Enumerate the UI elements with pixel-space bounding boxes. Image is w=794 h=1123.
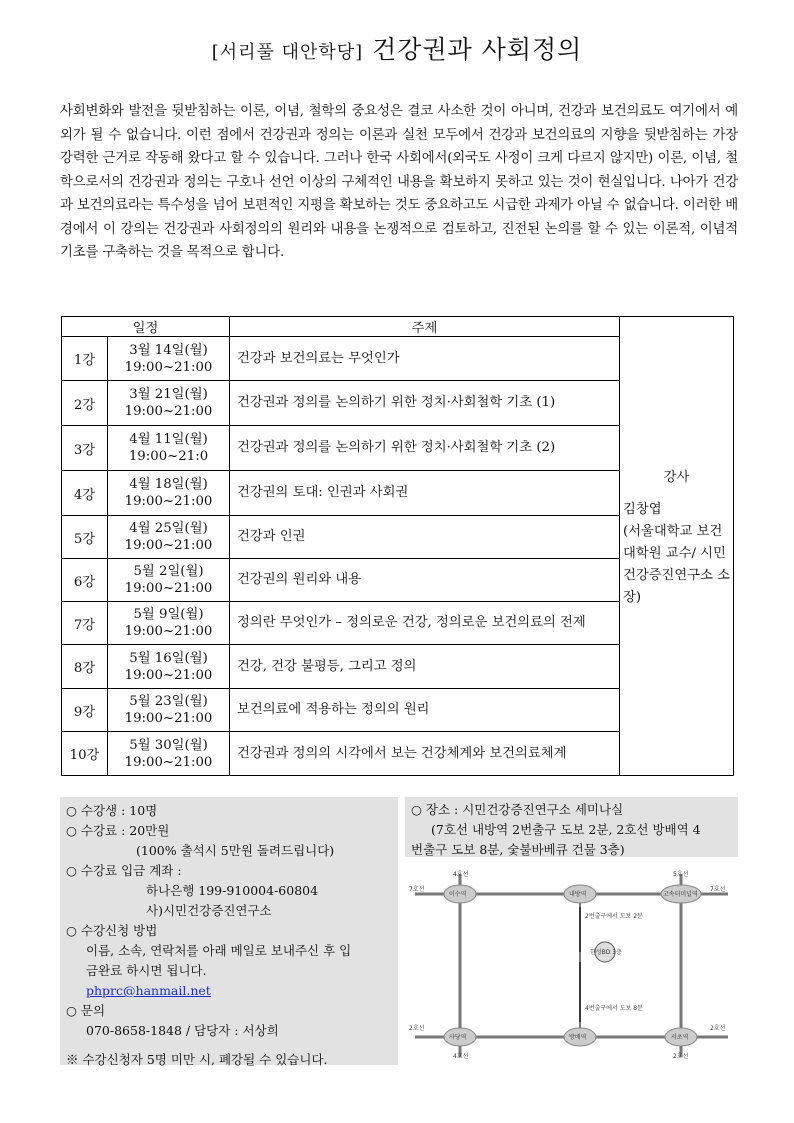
instructor-name: 김창엽 bbox=[623, 502, 662, 517]
date-text: 5월 16일(월) bbox=[129, 650, 208, 666]
date-text: 5월 30일(월) bbox=[129, 737, 208, 753]
time-text: 19:00~21:00 bbox=[124, 624, 213, 639]
map-note-bottom: 4번출구에서 도보 8분 bbox=[585, 1005, 643, 1012]
apply-label: ○ 수강신청 방법 bbox=[66, 923, 158, 938]
lecture-topic: 건강권과 정의를 논의하기 위한 정치·사회철학 기초 (2) bbox=[230, 426, 620, 471]
fee-text: ○ 수강료 : 20만원 bbox=[66, 823, 170, 838]
lecture-topic: 건강권과 정의를 논의하기 위한 정치·사회철학 기초 (1) bbox=[230, 381, 620, 426]
instructor-cell bbox=[620, 317, 734, 776]
map-label: 방배역 bbox=[569, 1034, 587, 1041]
refund-text: (100% 출석시 5만원 돌려드립니다) bbox=[136, 843, 335, 858]
lecture-topic: 건강권의 원리와 내용 bbox=[230, 559, 620, 602]
intro-paragraph: 사회변화와 발전을 뒷받침하는 이론, 이념, 철학의 중요성은 결코 사소한 것이 아니며, 건강과 보건의료도 여기에서 예외가 될 수 없습니다. 이런 점에서 건강권과 정의는 이론과 실천 모두에서 건강과 보건의료의 지향을 뒷받침하는 가장 강력한 근거로 작동해 왔다고 할 수 있습니다. 그러나 한국 사회에서(외국도 사정이 크게 다르지 않지만) 이론, 이념, 철학으로서의 건강권과 정의는 구호나 선언 이상의 구체적인 내용을 확보하지 못하고 있는 것이 현실입니다. 나아가 건강과 보건의료라는 특수성을 넘어 보편적인 지평을 확보하는 것도 중요하고도 시급한 과제가 아닐 수 없습니다. 이러한 배경에서 이 강의는 건강권과 사회정의의 원리와 내용을 논쟁적으로 검토하고, 진전된 논의를 할 수 있는 이론적, 이념적 기초를 구축하는 것을 목적으로 합니다. bbox=[60, 104, 738, 260]
map-label: 2호선 bbox=[710, 1025, 726, 1032]
date-text: 5월 23일(월) bbox=[129, 694, 208, 709]
lecture-topic: 보건의료에 적용하는 정의의 원리 bbox=[230, 689, 620, 732]
apply-text-1: 이름, 소속, 연락처를 아래 메일로 보내주신 후 입 bbox=[86, 943, 352, 958]
lecture-date bbox=[108, 732, 230, 776]
time-text: 19:00~21:00 bbox=[124, 667, 213, 683]
date-text: 4월 18일(월) bbox=[129, 477, 208, 492]
header-topic: 주제 bbox=[230, 317, 620, 337]
time-text: 19:00~21:00 bbox=[124, 711, 213, 726]
capacity-text: ○ 수강생 : 10명 bbox=[66, 803, 158, 818]
account-label: ○ 수강료 입금 계좌 : bbox=[66, 863, 182, 878]
header-date: 일정 bbox=[62, 317, 230, 337]
map-label: 5호선 bbox=[673, 871, 689, 878]
lecture-number: 10강 bbox=[62, 732, 108, 776]
registration-info-box bbox=[60, 797, 398, 1065]
lecture-topic: 건강과 인권 bbox=[230, 516, 620, 559]
lecture-date bbox=[108, 471, 230, 516]
map-label: 고속터미널역 bbox=[663, 891, 698, 898]
map-building-label: 한성BD 3층 bbox=[590, 949, 622, 956]
lecture-number: 3강 bbox=[62, 426, 108, 471]
location-line-1: (7호선 내방역 2번출구 도보 2분, 2호선 방배역 4 bbox=[431, 822, 701, 837]
lecture-date bbox=[108, 516, 230, 559]
date-text: 4월 25일(월) bbox=[129, 521, 208, 536]
map-label: 서초역 bbox=[671, 1034, 689, 1041]
time-text: 19:00~21:00 bbox=[124, 538, 213, 553]
map-label: 7호선 bbox=[710, 886, 726, 893]
page-title bbox=[0, 30, 794, 66]
map-label: 2호선 bbox=[673, 1053, 689, 1060]
time-text: 19:00~21:00 bbox=[124, 494, 213, 509]
lecture-number: 2강 bbox=[62, 381, 108, 426]
lecture-date bbox=[108, 426, 230, 471]
map-label: 2호선 bbox=[409, 1025, 425, 1032]
location-line-2: 번출구 도보 8분, 숯불바베큐 건물 3층) bbox=[411, 842, 625, 857]
map-label: 내방역 bbox=[569, 891, 587, 898]
contact-label: ○ 문의 bbox=[66, 1003, 106, 1018]
date-text: 5월 2일(월) bbox=[133, 564, 204, 579]
apply-text-2: 금완료 하시면 됩니다. bbox=[86, 963, 207, 978]
location-map bbox=[405, 862, 738, 1062]
lecture-topic: 건강권과 정의의 시각에서 보는 건강체계와 보건의료체계 bbox=[230, 732, 620, 776]
lecture-topic: 건강, 건강 불평등, 그리고 정의 bbox=[230, 645, 620, 689]
lecture-topic: 건강권의 토대: 인권과 사회권 bbox=[230, 471, 620, 516]
lecture-number: 5강 bbox=[62, 516, 108, 559]
map-note-top: 2번출구에서 도보 2분 bbox=[585, 913, 643, 920]
instructor-affiliation: (서울대학교 보건대학원 교수/ 시민건강증진연구소 소장) bbox=[623, 524, 730, 605]
lecture-number: 6강 bbox=[62, 559, 108, 602]
lecture-topic: 정의란 무엇인가 – 정의로운 건강, 정의로운 보건의료의 전제 bbox=[230, 602, 620, 645]
account-holder: 사)시민건강증진연구소 bbox=[146, 903, 272, 918]
schedule-table bbox=[61, 316, 734, 776]
map-label: 4호선 bbox=[453, 871, 469, 878]
date-text: 3월 21일(월) bbox=[129, 387, 208, 402]
lecture-date bbox=[108, 381, 230, 426]
location-label: ○ 장소 : 시민건강증진연구소 세미나실 bbox=[411, 802, 624, 817]
schedule-header-row bbox=[62, 317, 734, 337]
date-text: 3월 14일(월) bbox=[129, 342, 208, 358]
lecture-date bbox=[108, 602, 230, 645]
email-link[interactable]: phprc@hanmail.net bbox=[86, 983, 211, 998]
lecture-date bbox=[108, 337, 230, 381]
date-text: 5월 9일(월) bbox=[133, 607, 204, 622]
instructor-label: 강사 bbox=[663, 470, 690, 485]
lecture-date bbox=[108, 645, 230, 689]
title-tag: [서리풀 대안학당] bbox=[211, 42, 364, 63]
map-label: 사당역 bbox=[449, 1034, 467, 1041]
title-main: 건강권과 사회정의 bbox=[372, 35, 583, 64]
time-text: 19:00~21:0 bbox=[128, 449, 209, 464]
time-text: 19:00~21:00 bbox=[124, 754, 213, 770]
map-label: 7호선 bbox=[409, 886, 425, 893]
notice-text: ※ 수강신청자 5명 미만 시, 폐강될 수 있습니다. bbox=[66, 1052, 328, 1067]
time-text: 19:00~21:00 bbox=[124, 581, 213, 596]
lecture-number: 8강 bbox=[62, 645, 108, 689]
lecture-number: 9강 bbox=[62, 689, 108, 732]
map-label: 이수역 bbox=[449, 891, 467, 898]
lecture-number: 4강 bbox=[62, 471, 108, 516]
lecture-number: 1강 bbox=[62, 337, 108, 381]
time-text: 19:00~21:00 bbox=[124, 404, 213, 419]
account-bank: 하나은행 199-910004-60804 bbox=[146, 883, 319, 898]
date-text: 4월 11일(월) bbox=[129, 432, 208, 447]
contact-text: 070-8658-1848 / 담당자 : 서상희 bbox=[86, 1023, 279, 1038]
time-text: 19:00~21:00 bbox=[124, 359, 213, 375]
lecture-number: 7강 bbox=[62, 602, 108, 645]
lecture-topic: 건강과 보건의료는 무엇인가 bbox=[230, 337, 620, 381]
location-box bbox=[405, 797, 738, 857]
map-label: 4호선 bbox=[453, 1053, 469, 1060]
lecture-date bbox=[108, 559, 230, 602]
lecture-date bbox=[108, 689, 230, 732]
